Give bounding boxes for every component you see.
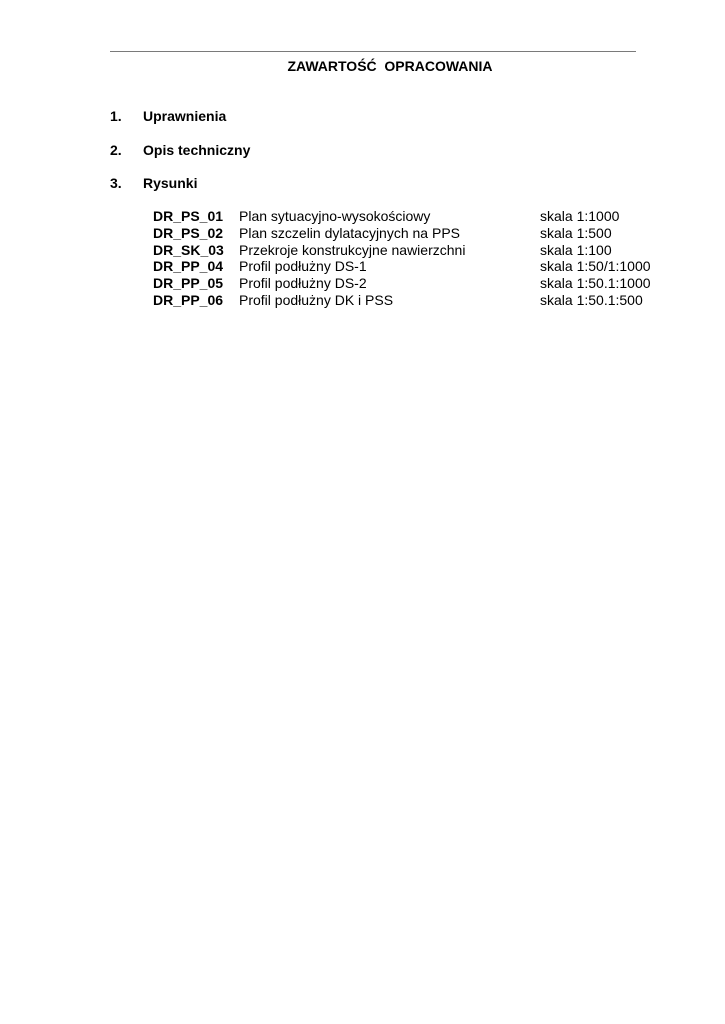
drawing-code: DR_SK_03 [153, 241, 224, 258]
header-rule [110, 51, 636, 52]
section-label: Uprawnienia [143, 108, 227, 124]
drawing-scale: skala 1:50/1:1000 [540, 258, 651, 275]
section-drawings [110, 174, 197, 192]
drawing-scale: skala 1:50.1:1000 [540, 275, 651, 292]
drawing-description: Profil podłużny DS-1 [239, 258, 367, 275]
drawing-description: Przekroje konstrukcyjne nawierzchni [239, 241, 466, 258]
drawing-description: Profil podłużny DS-2 [239, 275, 367, 292]
section-number: 1. [110, 108, 122, 124]
section-label: Rysunki [143, 175, 198, 191]
drawing-code: DR_PS_02 [153, 224, 224, 241]
document-title: ZAWARTOŚĆ OPRACOWANIA [287, 58, 493, 74]
section-permissions [110, 107, 226, 125]
drawing-description: Plan szczelin dylatacyjnych na PPS [239, 224, 460, 241]
drawing-code: DR_PP_05 [153, 275, 224, 292]
section-number: 2. [110, 142, 122, 158]
drawing-code: DR_PS_01 [153, 208, 224, 224]
drawing-code: DR_PP_06 [153, 291, 224, 308]
section-label: Opis techniczny [143, 142, 251, 158]
drawing-scale: skala 1:1000 [540, 208, 620, 224]
drawing-scale: skala 1:100 [540, 241, 612, 258]
section-technical-description [110, 141, 250, 159]
drawing-scale: skala 1:50.1:500 [540, 291, 643, 308]
section-number: 3. [110, 175, 122, 191]
drawing-description: Plan sytuacyjno-wysokościowy [239, 208, 431, 224]
drawing-scale: skala 1:500 [540, 224, 612, 241]
drawing-code: DR_PP_04 [153, 258, 224, 275]
drawing-description: Profil podłużny DK i PSS [239, 291, 394, 308]
